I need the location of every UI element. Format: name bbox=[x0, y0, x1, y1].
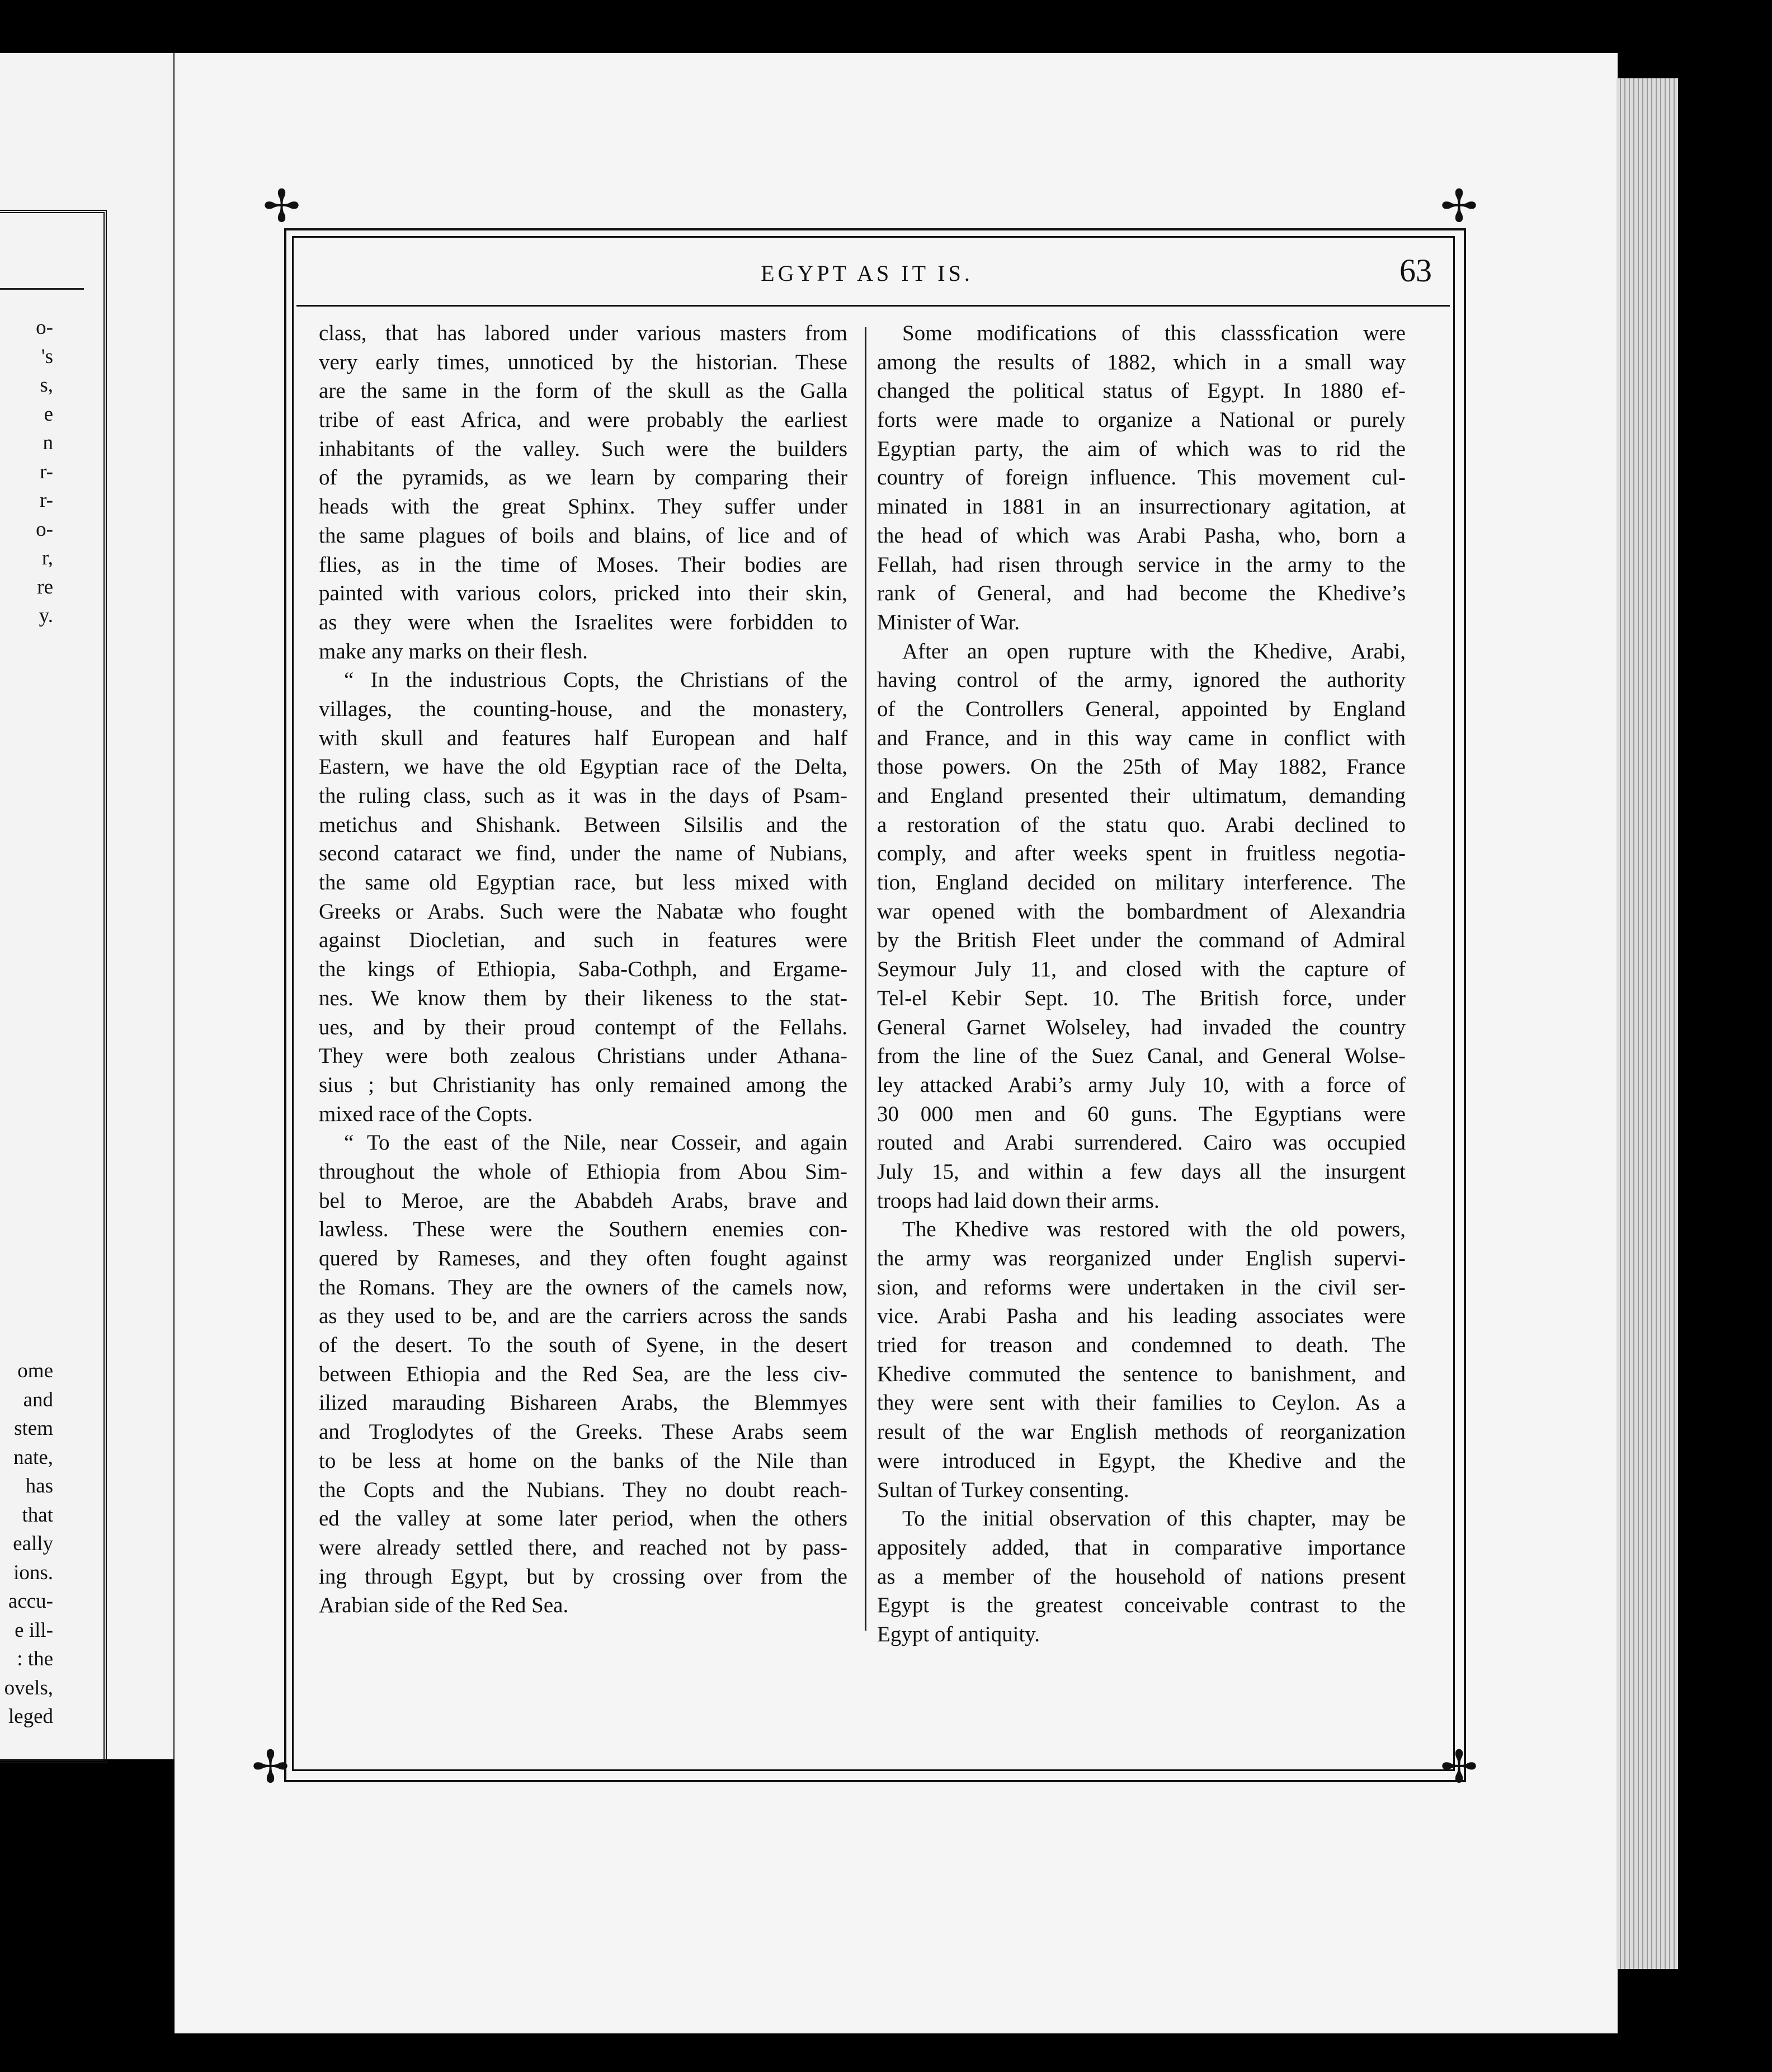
header-rule bbox=[296, 305, 1450, 307]
text-line: ing through Egypt, but by crossing over from the bbox=[319, 1564, 847, 1589]
column-divider bbox=[865, 327, 866, 1631]
text-line: as they were when the Israelites were forbidden to bbox=[319, 610, 847, 634]
facing-page-fragment: accu- bbox=[8, 1590, 53, 1613]
facing-page-fragment: that bbox=[22, 1503, 53, 1527]
text-line: lawless. These were the Southern enemies con- bbox=[319, 1217, 847, 1242]
text-line: vice. Arabi Pasha and his leading associates were bbox=[877, 1304, 1406, 1329]
text-line: sius ; but Christianity has only remained among the bbox=[319, 1072, 847, 1097]
text-line: Minister of War. bbox=[877, 610, 1020, 634]
text-line: those powers. On the 25th of May 1882, France bbox=[877, 755, 1406, 779]
facing-page-fragment: o- bbox=[36, 517, 53, 541]
text-line: with skull and features half European and half bbox=[319, 726, 847, 750]
text-line: the same old Egyptian race, but less mixed with bbox=[319, 870, 847, 895]
text-line: are the same in the form of the skull as the Galla bbox=[319, 379, 847, 403]
facing-page-fragment: r- bbox=[40, 489, 53, 512]
corner-ornament-top-left: ✢ bbox=[263, 182, 301, 232]
text-line: throughout the whole of Ethiopia from Abou Sim- bbox=[319, 1159, 847, 1184]
text-line: among the results of 1882, which in a small way bbox=[877, 350, 1406, 374]
text-column-left bbox=[319, 319, 847, 1620]
facing-page-fragment: ovels, bbox=[4, 1676, 53, 1699]
text-line: routed and Arabi surrendered. Cairo was occupied bbox=[877, 1131, 1406, 1155]
text-line: as they used to be, and are the carriers across the sands bbox=[319, 1304, 847, 1329]
text-line: and Troglodytes of the Greeks. These Arabs seem bbox=[319, 1420, 847, 1444]
text-line: Seymour July 11, and closed with the capture of bbox=[877, 957, 1406, 982]
text-line: between Ethiopia and the Red Sea, are the less civ- bbox=[319, 1362, 847, 1386]
text-line: quered by Rameses, and they often fought against bbox=[319, 1246, 847, 1270]
facing-page-fragment: and bbox=[23, 1388, 53, 1411]
text-line: the same plagues of boils and blains, of lice and of bbox=[319, 523, 847, 548]
text-line: from the line of the Suez Canal, and General Wolse- bbox=[877, 1044, 1406, 1068]
text-line: painted with various colors, pricked into their skin, bbox=[319, 581, 847, 606]
text-line: comply, and after weeks spent in fruitless negotia- bbox=[877, 841, 1406, 866]
facing-page-fragment: 's bbox=[41, 345, 53, 368]
text-line: villages, the counting-house, and the monastery, bbox=[319, 696, 847, 721]
text-line: changed the political status of Egypt. In 1880 ef- bbox=[877, 379, 1406, 403]
text-line: very early times, unnoticed by the historian. These bbox=[319, 350, 847, 374]
running-head: EGYPT AS IT IS. bbox=[761, 261, 973, 286]
facing-page-text-lower bbox=[0, 1357, 53, 1731]
text-line: make any marks on their flesh. bbox=[319, 639, 588, 663]
text-line: Egypt of antiquity. bbox=[877, 1622, 1040, 1646]
text-line: war opened with the bombardment of Alexandria bbox=[877, 899, 1406, 924]
facing-page-fragment: has bbox=[25, 1475, 53, 1498]
text-line: rank of General, and had become the Khedive’s bbox=[877, 581, 1406, 606]
corner-ornament-bottom-right: ✢ bbox=[1440, 1743, 1478, 1792]
facing-page-fragment: ome bbox=[17, 1359, 53, 1382]
text-line: of the Controllers General, appointed by England bbox=[877, 696, 1406, 721]
facing-page-fragment: r- bbox=[40, 460, 53, 483]
text-line: a restoration of the statu quo. Arabi declined to bbox=[877, 812, 1406, 837]
facing-page-fragment: r, bbox=[41, 547, 53, 569]
text-line: troops had laid down their arms. bbox=[877, 1188, 1160, 1213]
text-line: ilized marauding Bishareen Arabs, the Blemmyes bbox=[319, 1391, 847, 1415]
text-line: they were sent with their families to Ceylon. As a bbox=[877, 1391, 1406, 1415]
facing-page-fragment: e ill- bbox=[15, 1618, 53, 1642]
text-line: inhabitants of the valley. Such were the builders bbox=[319, 436, 847, 461]
text-line: After an open rupture with the Khedive, Arabi, bbox=[902, 639, 1406, 663]
text-line: as a member of the household of nations present bbox=[877, 1564, 1406, 1589]
text-line: the ruling class, such as it was in the days of Psam- bbox=[319, 784, 847, 808]
text-line: 30 000 men and 60 guns. The Egyptians were bbox=[877, 1101, 1406, 1126]
facing-page-fragment: : the bbox=[17, 1647, 53, 1670]
text-line: against Diocletian, and such in features were bbox=[319, 928, 847, 953]
text-line: “ In the industrious Copts, the Christians of the bbox=[344, 668, 847, 693]
text-line: Arabian side of the Red Sea. bbox=[319, 1593, 569, 1618]
text-line: tion, England decided on military interference. The bbox=[877, 870, 1406, 895]
text-line: minated in 1881 in an insurrectionary agitation, at bbox=[877, 495, 1406, 519]
facing-page-fragment: leged bbox=[8, 1705, 53, 1728]
facing-page-fragment: n bbox=[43, 431, 53, 454]
text-line: tribe of east Africa, and were probably the earliest bbox=[319, 408, 847, 432]
corner-ornament-top-right: ✢ bbox=[1440, 182, 1478, 232]
text-line: Greeks or Arabs. Such were the Nabatæ who fought bbox=[319, 899, 847, 924]
facing-page-fragment: s, bbox=[40, 374, 53, 397]
text-line: second cataract we find, under the name of Nubians, bbox=[319, 841, 847, 866]
text-line: They were both zealous Christians under Athana- bbox=[319, 1044, 847, 1068]
text-line: July 15, and within a few days all the insurgent bbox=[877, 1159, 1406, 1184]
corner-ornament-bottom-left: ✢ bbox=[252, 1743, 290, 1792]
text-line: of the desert. To the south of Syene, in the desert bbox=[319, 1333, 847, 1358]
page-number: 63 bbox=[1399, 252, 1432, 289]
text-line: Some modifications of this classsfication were bbox=[902, 321, 1406, 345]
facing-page-fragment: o- bbox=[36, 316, 53, 339]
text-line: to be less at home on the banks of the Nile than bbox=[319, 1448, 847, 1473]
facing-page-text-upper bbox=[0, 313, 53, 630]
text-line: Fellah, had risen through service in the army to the bbox=[877, 552, 1406, 577]
facing-page-fragment: re bbox=[37, 575, 53, 599]
text-line: the kings of Ethiopia, Saba-Cothph, and Ergame- bbox=[319, 957, 847, 982]
text-line: To the initial observation of this chapter, may be bbox=[902, 1506, 1406, 1531]
text-line: Egypt is the greatest conceivable contrast to the bbox=[877, 1593, 1406, 1618]
facing-page-fragment: nate, bbox=[13, 1445, 53, 1469]
text-line: mixed race of the Copts. bbox=[319, 1101, 533, 1126]
text-line: and France, and in this way came in conflict with bbox=[877, 726, 1406, 750]
text-line: Egyptian party, the aim of which was to rid the bbox=[877, 436, 1406, 461]
text-line: tried for treason and condemned to death. The bbox=[877, 1333, 1406, 1358]
text-line: the Copts and the Nubians. They no doubt reach- bbox=[319, 1477, 847, 1502]
facing-page-fragment: stem bbox=[14, 1417, 53, 1440]
text-line: ues, and by their proud contempt of the Fellahs. bbox=[319, 1015, 847, 1039]
text-line: bel to Meroe, are the Ababdeh Arabs, brave and bbox=[319, 1188, 847, 1213]
page-stack-edges bbox=[1617, 78, 1678, 1969]
text-line: “ To the east of the Nile, near Cosseir, and again bbox=[344, 1131, 847, 1155]
text-line: Eastern, we have the old Egyptian race of the Delta, bbox=[319, 755, 847, 779]
text-line: the head of which was Arabi Pasha, who, born a bbox=[877, 523, 1406, 548]
text-line: ley attacked Arabi’s army July 10, with a force of bbox=[877, 1072, 1406, 1097]
text-line: ed the valley at some later period, when the others bbox=[319, 1506, 847, 1531]
text-line: General Garnet Wolseley, had invaded the country bbox=[877, 1015, 1406, 1039]
text-line: result of the war English methods of reorganization bbox=[877, 1420, 1406, 1444]
text-line: sion, and reforms were undertaken in the civil ser- bbox=[877, 1275, 1406, 1299]
text-line: appositely added, that in comparative importance bbox=[877, 1535, 1406, 1560]
text-line: heads with the great Sphinx. They suffer under bbox=[319, 495, 847, 519]
text-line: were introduced in Egypt, the Khedive and the bbox=[877, 1448, 1406, 1473]
text-line: the Romans. They are the owners of the camels now, bbox=[319, 1275, 847, 1299]
text-line: Tel-el Kebir Sept. 10. The British force, under bbox=[877, 986, 1406, 1010]
text-line: by the British Fleet under the command of Admiral bbox=[877, 928, 1406, 953]
text-line: flies, as in the time of Moses. Their bodies are bbox=[319, 552, 847, 577]
facing-page-fragment: e bbox=[44, 402, 53, 426]
text-line: Sultan of Turkey consenting. bbox=[877, 1477, 1129, 1502]
text-line: Khedive commuted the sentence to banishment, and bbox=[877, 1362, 1406, 1386]
facing-page-fragment: ions. bbox=[13, 1561, 53, 1584]
text-line: country of foreign influence. This movement cul- bbox=[877, 465, 1406, 490]
facing-page-fragment: y. bbox=[39, 604, 53, 627]
facing-page-header-rule bbox=[0, 288, 84, 290]
text-line: the army was reorganized under English supervi- bbox=[877, 1246, 1406, 1270]
text-line: of the pyramids, as we learn by comparing their bbox=[319, 465, 847, 490]
text-line: having control of the army, ignored the authority bbox=[877, 668, 1406, 693]
text-line: The Khedive was restored with the old powers, bbox=[902, 1217, 1406, 1242]
text-line: nes. We know them by their likeness to the stat- bbox=[319, 986, 847, 1010]
text-line: were already settled there, and reached not by pass- bbox=[319, 1535, 847, 1560]
text-line: forts were made to organize a National or purely bbox=[877, 408, 1406, 432]
facing-page-fragment: eally bbox=[13, 1532, 53, 1555]
text-line: class, that has labored under various masters from bbox=[319, 321, 847, 345]
text-line: metichus and Shishank. Between Silsilis and the bbox=[319, 812, 847, 837]
text-column-right bbox=[877, 319, 1406, 1649]
text-line: and England presented their ultimatum, demanding bbox=[877, 784, 1406, 808]
